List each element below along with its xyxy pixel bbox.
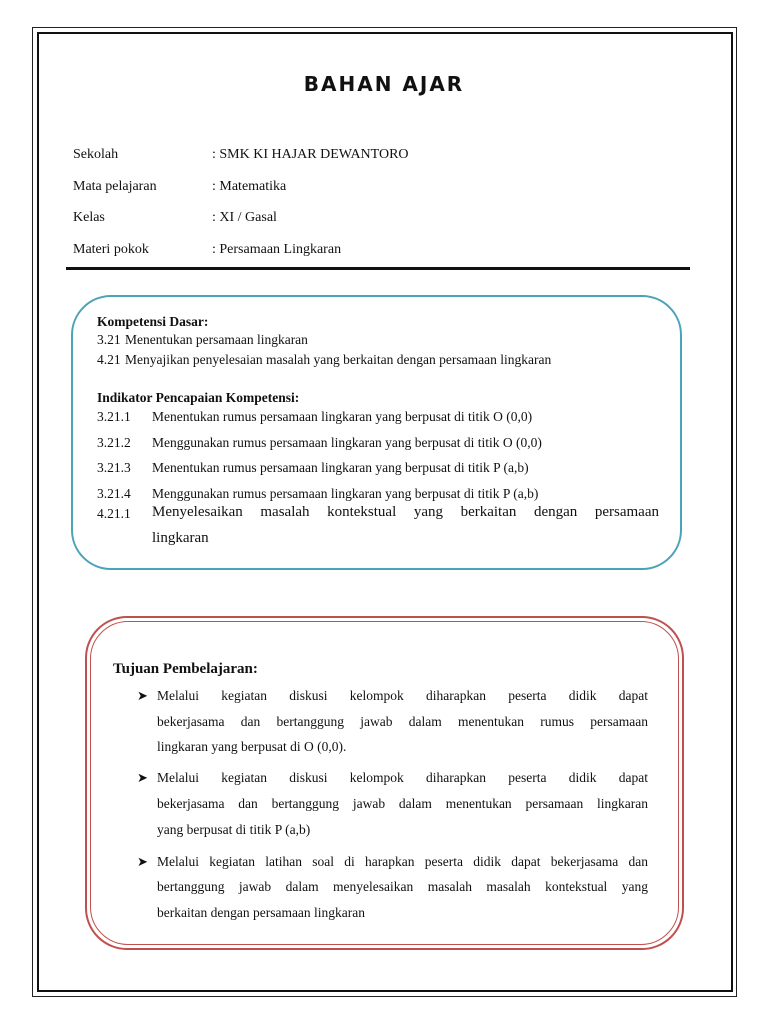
tujuan-line: bekerjasama dan bertanggung jawab dalam menentukan rumus persamaan [157, 714, 648, 729]
info-value: : Persamaan Lingkaran [212, 242, 342, 257]
indikator-text: Menggunakan rumus persamaan lingkaran yang berpusat di titik P (a,b) [152, 486, 539, 501]
info-label: Sekolah [73, 147, 119, 162]
info-label: Kelas [73, 210, 105, 225]
tujuan-line: bertanggung jawab dalam menyelesaikan masalah masalah kontekstual yang [157, 879, 648, 894]
indikator-text: Menggunakan rumus persamaan lingkaran yang berpusat di titik O (0,0) [152, 435, 542, 450]
arrow-bullet-icon: ➤ [137, 688, 148, 703]
tujuan-line: bekerjasama dan bertanggung jawab dalam menentukan persamaan lingkaran [157, 796, 648, 811]
indikator-number: 4.21.1 [97, 506, 131, 521]
kompetensi-heading: Kompetensi Dasar: [97, 314, 209, 329]
header-divider [66, 267, 690, 270]
info-label: Mata pelajaran [73, 179, 157, 194]
arrow-bullet-icon: ➤ [137, 854, 148, 869]
info-label: Materi pokok [73, 242, 149, 257]
page-title: BAHAN AJAR [303, 72, 465, 96]
indikator-text: Menentukan rumus persamaan lingkaran yang berpusat di titik O (0,0) [152, 409, 533, 424]
indikator-number: 3.21.3 [97, 460, 131, 475]
tujuan-line: Melalui kegiatan diskusi kelompok diharapkan peserta didik dapat [157, 688, 648, 703]
indikator-text-continued: lingkaran [152, 530, 209, 546]
indikator-number: 3.21.1 [97, 409, 131, 424]
kd-text: Menyajikan penyelesaian masalah yang berkaitan dengan persamaan lingkaran [125, 352, 552, 367]
info-value: : SMK KI HAJAR DEWANTORO [212, 147, 409, 162]
indikator-heading: Indikator Pencapaian Kompetensi: [97, 390, 300, 405]
info-value: : Matematika [212, 179, 287, 194]
kd-number: 4.21 [97, 352, 121, 367]
tujuan-line: Melalui kegiatan latihan soal di harapkan peserta didik dapat bekerjasama dan [157, 854, 648, 869]
tujuan-line: Melalui kegiatan diskusi kelompok diharapkan peserta didik dapat [157, 770, 648, 785]
indikator-number: 3.21.4 [97, 486, 131, 501]
indikator-text: Menentukan rumus persamaan lingkaran yang berpusat di titik P (a,b) [152, 460, 529, 475]
tujuan-line: berkaitan dengan persamaan lingkaran [157, 905, 366, 920]
indikator-text: Menyelesaikan masalah kontekstual yang berkaitan dengan persamaan [152, 504, 659, 520]
tujuan-heading: Tujuan Pembelajaran: [113, 661, 258, 677]
info-value: : XI / Gasal [212, 210, 277, 225]
kd-number: 3.21 [97, 332, 121, 347]
arrow-bullet-icon: ➤ [137, 770, 148, 785]
tujuan-line: yang berpusat di titik P (a,b) [157, 822, 311, 837]
indikator-number: 3.21.2 [97, 435, 131, 450]
tujuan-line: lingkaran yang berpusat di O (0,0). [157, 739, 347, 754]
kd-text: Menentukan persamaan lingkaran [125, 332, 308, 347]
